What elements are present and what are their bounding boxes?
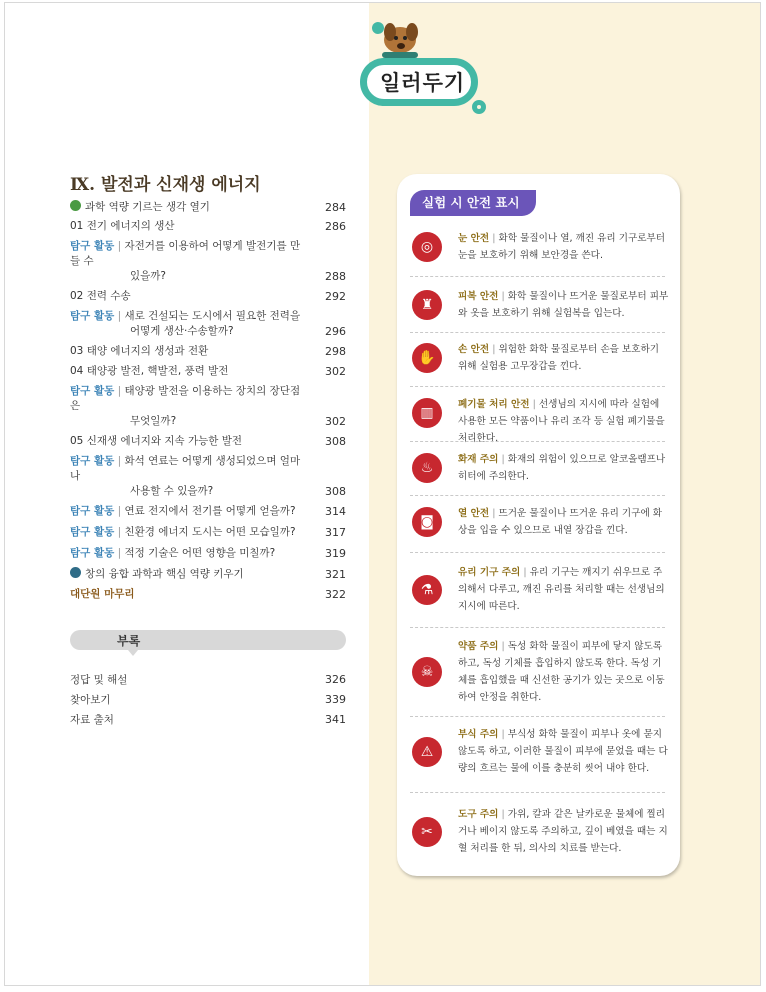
toc-row[interactable] [70,289,346,304]
toc-row[interactable] [70,567,346,582]
separator: | [498,291,508,302]
lab-coat-icon: ♜ [412,290,442,320]
knife-icon: ✂ [412,817,442,847]
safety-desc: 독성 화학 물질이 피부에 닿지 않도록 하고, 독성 기체를 흡입하지 않도록 한다. 독성 기체를 흡입했을 때 신선한 공기가 있는 곳으로 이동하여 안정을 취한다. [458,641,665,703]
toc-row[interactable] [70,384,346,429]
activity-tag: 탐구 활동 [70,310,115,322]
safety-text [458,806,670,857]
separator: | [114,385,125,397]
separator: | [114,455,125,467]
dashed-divider [410,495,665,496]
dog-mascot-icon [372,16,428,62]
dashed-divider [410,792,665,793]
toc-row[interactable] [70,587,346,602]
safety-name: 도구 주의 [458,809,499,820]
fusion-icon [70,567,81,578]
dashed-divider [410,386,665,387]
toc-label [70,239,346,284]
toc-label [70,289,346,304]
dashed-divider [410,276,665,277]
toc-label [70,434,346,449]
dashed-divider [410,552,665,553]
safety-text [458,396,670,447]
activity-text: 연료 전지에서 전기를 어떻게 얻을까? [124,505,296,517]
toc-row[interactable] [70,344,346,359]
separator: | [114,505,125,517]
page-number: 302 [325,365,346,378]
safety-name: 피복 안전 [458,291,499,302]
page-number: 292 [325,290,346,303]
toc-row[interactable] [70,434,346,449]
activity-text-cont: 사용할 수 있을까? [130,485,214,497]
toc-label [70,384,346,429]
safety-text [458,288,670,322]
glove-icon: ✋ [412,343,442,373]
toc-label [70,587,346,602]
page-number: 288 [325,270,346,283]
poison-icon: ☠ [412,657,442,687]
safety-panel-title: 실험 시 안전 표시 [410,190,536,216]
dashed-divider [410,441,665,442]
separator: | [489,344,499,355]
toc-text: 03 태양 에너지의 생성과 전환 [70,345,209,357]
appendix-header [70,630,346,650]
appendix-label: 부록 [117,634,141,648]
safety-text [458,726,670,777]
appendix-item-label: 찾아보기 [70,694,111,706]
appendix-item-label: 정답 및 해설 [70,674,128,686]
safety-name: 눈 안전 [458,233,490,244]
broken-glass-icon: ⚗ [412,575,442,605]
toc-row[interactable] [70,239,346,284]
safety-desc: 가위, 칼과 같은 날카로운 물체에 찔리거나 베이지 않도록 주의하고, 깊이 베였을 때는 지혈 처리를 한 뒤, 의사의 치료를 받는다. [458,809,668,854]
page-number: 339 [325,693,346,706]
activity-tag: 탐구 활동 [70,526,115,538]
safety-desc: 위험한 화학 물질로부터 손을 보호하기 위해 실험용 고무장갑을 낀다. [458,344,659,372]
toc-label [70,344,346,359]
safety-item [410,564,668,615]
page-number: 326 [325,673,346,686]
separator: | [520,567,530,578]
toc-label [70,525,346,540]
separator: | [529,399,539,410]
activity-tag: 탐구 활동 [70,547,115,559]
toc-row[interactable] [70,454,346,499]
dashed-divider [410,332,665,333]
activity-tag: 탐구 활동 [70,240,115,252]
toc-label [70,546,346,561]
safety-item [410,341,668,375]
page-number: 321 [325,568,346,581]
safety-text [458,341,670,375]
toc-row[interactable] [70,525,346,540]
appendix-item-label: 자료 출처 [70,714,114,726]
activity-text-cont: 있을까? [130,270,167,282]
safety-item [410,505,668,539]
toc-text: 대단원 마무리 [70,588,135,600]
separator: | [498,809,508,820]
safety-text [458,230,670,264]
toc-text: 01 전기 에너지의 생산 [70,220,175,232]
activity-tag: 탐구 활동 [70,505,115,517]
safety-name: 유리 기구 주의 [458,567,521,578]
safety-text [458,564,670,615]
toc-label [70,200,346,215]
activity-text-cont: 무엇일까? [130,415,177,427]
separator: | [114,547,125,559]
dashed-divider [410,627,665,628]
toc-row[interactable] [70,364,346,379]
activity-text: 새로 건설되는 도시에서 필요한 전력을 [124,310,301,322]
page-number: 284 [325,201,346,214]
toc-label [70,504,346,519]
activity-tag: 탐구 활동 [70,385,115,397]
page-number: 314 [325,505,346,518]
appendix-row[interactable] [70,710,346,730]
safety-item [410,396,668,444]
separator: | [489,508,499,519]
safety-name: 화재 주의 [458,454,499,465]
toc-row[interactable] [70,219,346,234]
safety-desc: 뜨거운 물질이나 뜨거운 유리 기구에 화상을 입을 수 있으므로 내열 장갑을 낀다. [458,508,663,536]
toc-text: 05 신재생 에너지와 지속 가능한 발전 [70,435,243,447]
page-number: 341 [325,713,346,726]
corrosive-icon: ⚠ [412,737,442,767]
safety-item [410,451,668,485]
safety-item [410,806,668,857]
page-number: 319 [325,547,346,560]
goggles-icon: ◎ [412,232,442,262]
separator: | [498,454,508,465]
activity-text-cont: 어떻게 생산·수송할까? [130,325,234,337]
page-number: 317 [325,526,346,539]
page-title: 일러두기 [380,71,466,95]
safety-item [410,726,668,777]
oven-mitt-icon: ◙ [412,507,442,537]
safety-text [458,505,670,539]
activity-text: 자전거를 이용하여 어떻게 발전기를 만들 수 [70,240,301,267]
page-number: 286 [325,220,346,233]
separator: | [114,310,125,322]
safety-name: 폐기물 처리 안전 [458,399,530,410]
page-number: 308 [325,435,346,448]
safety-item [410,288,668,322]
fire-extinguisher-icon: ♨ [412,453,442,483]
toc-text: 02 전력 수송 [70,290,131,302]
toc-text: 창의 융합 과학과 핵심 역량 키우기 [85,568,244,580]
safety-desc: 화재의 위험이 있으므로 알코올램프나 히터에 주의한다. [458,454,666,482]
safety-name: 열 안전 [458,508,490,519]
safety-item [410,638,668,706]
safety-text [458,638,670,706]
toc-label [70,219,346,234]
toc-text: 04 태양광 발전, 핵발전, 풍력 발전 [70,365,229,377]
separator: | [498,641,508,652]
separator: | [114,240,125,252]
separator: | [114,526,125,538]
separator: | [498,729,508,740]
toc-text: 과학 역량 기르는 생각 열기 [85,201,210,213]
toc-row[interactable] [70,546,346,561]
toc-row[interactable] [70,504,346,519]
toc-label [70,309,346,339]
appendix-list [70,670,346,730]
safety-desc: 화학 물질이나 뜨거운 물질로부터 피부와 옷을 보호하기 위해 실험복을 입는다. [458,291,669,319]
activity-text: 적정 기술은 어떤 영향을 미칠까? [124,547,276,559]
activity-text: 화석 연료는 어떻게 생성되었으며 얼마나 [70,455,301,482]
safety-desc: 유리 기구는 깨지기 쉬우므로 주의해서 다루고, 깨진 유리를 처리할 때는 선생님의 지시에 따른다. [458,567,665,612]
dashed-divider [410,716,665,717]
safety-text [458,451,670,485]
table-of-contents [70,200,346,606]
toc-row[interactable] [70,200,346,215]
safety-name: 부식 주의 [458,729,499,740]
toc-label [70,454,346,499]
page-number: 322 [325,588,346,601]
trash-can-icon: ▥ [412,398,442,428]
chapter-title: Ⅸ. 발전과 신재생 에너지 [70,175,261,195]
safety-item [410,230,668,264]
safety-desc: 부식성 화학 물질이 피부나 옷에 묻지 않도록 하고, 이러한 물질이 피부에 묻었을 때는 다량의 흐르는 물에 이를 충분히 씻어 내야 한다. [458,729,668,774]
banner-tail [472,100,486,114]
toc-label [70,567,346,582]
activity-tag: 탐구 활동 [70,455,115,467]
appendix-row[interactable] [70,690,346,710]
page-number: 296 [325,325,346,338]
activity-text: 태양광 발전을 이용하는 장치의 장단점은 [70,385,301,412]
safety-desc: 화학 물질이나 열, 깨진 유리 기구로부터 눈을 보호하기 위해 보안경을 쓴다. [458,233,666,261]
page-number: 302 [325,415,346,428]
toc-row[interactable] [70,309,346,339]
safety-desc: 선생님의 지시에 따라 실험에 사용한 모든 약품이나 유리 조각 등 실험 폐기물을 처리한다. [458,399,665,444]
toc-label [70,364,346,379]
safety-name: 손 안전 [458,344,490,355]
page-number: 308 [325,485,346,498]
separator: | [489,233,499,244]
appendix-row[interactable] [70,670,346,690]
page-number: 298 [325,345,346,358]
open-icon [70,200,81,211]
activity-text: 친환경 에너지 도시는 어떤 모습일까? [124,526,296,538]
safety-name: 약품 주의 [458,641,499,652]
